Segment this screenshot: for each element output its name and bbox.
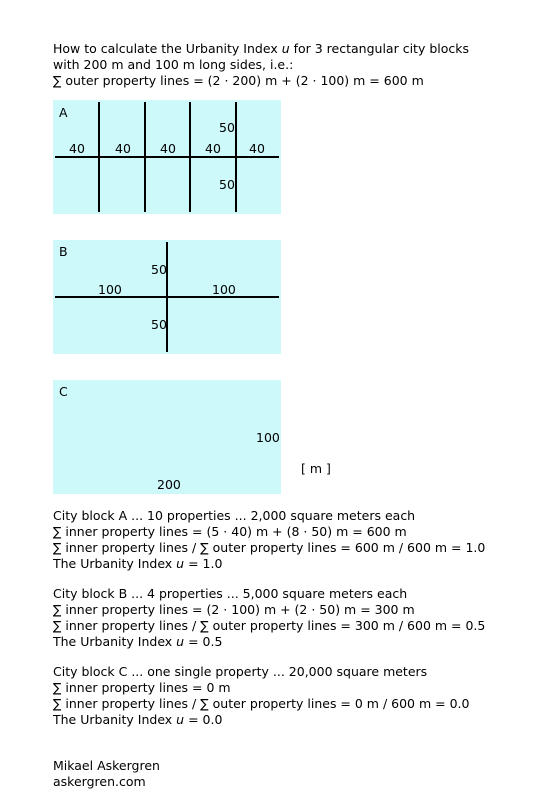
variable-u: u bbox=[176, 556, 185, 571]
city-block-a bbox=[53, 100, 281, 214]
result-c-index-text: The Urbanity Index bbox=[53, 712, 177, 727]
block-a-segment-3: 40 bbox=[160, 141, 176, 156]
result-b-index-value: = 0.5 bbox=[184, 634, 223, 649]
city-block-b bbox=[53, 240, 281, 354]
intro-line-3: ∑ outer property lines = (2 · 200) m + (2 · 100) m = 600 m bbox=[53, 73, 424, 88]
result-b-line-3: ∑ inner property lines / ∑ outer property lines = 300 m / 600 m = 0.5 bbox=[53, 618, 486, 633]
block-a-vertical-line-1 bbox=[98, 102, 100, 212]
result-b-line-2: ∑ inner property lines = (2 · 100) m + (2 · 50) m = 300 m bbox=[53, 602, 415, 617]
result-b-index-text: The Urbanity Index bbox=[53, 634, 177, 649]
block-c-width: 200 bbox=[157, 477, 181, 492]
result-a-line-4 bbox=[53, 556, 222, 572]
result-a-index-value: = 1.0 bbox=[184, 556, 223, 571]
variable-u: u bbox=[281, 41, 290, 56]
unit-label: [ m ] bbox=[301, 461, 331, 476]
city-block-c bbox=[53, 380, 281, 494]
result-c-line-3: ∑ inner property lines / ∑ outer property lines = 0 m / 600 m = 0.0 bbox=[53, 696, 470, 711]
block-c-label: C bbox=[59, 384, 68, 399]
result-c-line-4 bbox=[53, 712, 222, 728]
block-a-upper-half: 50 bbox=[219, 120, 235, 135]
block-a-vertical-line-3 bbox=[189, 102, 191, 212]
result-a-index-text: The Urbanity Index bbox=[53, 556, 177, 571]
result-c-index-value: = 0.0 bbox=[184, 712, 223, 727]
block-a-segment-1: 40 bbox=[69, 141, 85, 156]
block-b-upper-length: 50 bbox=[151, 262, 167, 277]
block-a-segment-2: 40 bbox=[115, 141, 131, 156]
intro-line-2: with 200 m and 100 m long sides, i.e.: bbox=[53, 57, 294, 72]
block-a-segment-4: 40 bbox=[205, 141, 221, 156]
result-a-line-2: ∑ inner property lines = (5 · 40) m + (8 · 50) m = 600 m bbox=[53, 524, 407, 539]
block-a-horizontal-line bbox=[55, 156, 279, 158]
block-a-lower-half: 50 bbox=[219, 177, 235, 192]
block-b-vertical-line bbox=[166, 242, 168, 352]
block-b-right-length: 100 bbox=[212, 282, 236, 297]
block-b-left-length: 100 bbox=[98, 282, 122, 297]
result-a-line-1: City block A ... 10 properties ... 2,000 square meters each bbox=[53, 508, 416, 523]
block-a-segment-5: 40 bbox=[249, 141, 265, 156]
author-website: askergren.com bbox=[53, 774, 146, 789]
result-c-line-1: City block C ... one single property ... 20,000 square meters bbox=[53, 664, 428, 679]
variable-u: u bbox=[176, 634, 185, 649]
author-name: Mikael Askergren bbox=[53, 758, 160, 773]
block-a-vertical-line-4 bbox=[235, 102, 237, 212]
intro-text-end: for 3 rectangular city blocks bbox=[289, 41, 469, 56]
block-a-label: A bbox=[59, 105, 68, 120]
result-a-line-3: ∑ inner property lines / ∑ outer property lines = 600 m / 600 m = 1.0 bbox=[53, 540, 486, 555]
block-a-vertical-line-2 bbox=[144, 102, 146, 212]
variable-u: u bbox=[176, 712, 185, 727]
block-b-label: B bbox=[59, 244, 68, 259]
intro-line-1 bbox=[53, 41, 469, 57]
result-b-line-4 bbox=[53, 634, 222, 650]
block-c-height: 100 bbox=[256, 430, 280, 445]
result-c-line-2: ∑ inner property lines = 0 m bbox=[53, 680, 231, 695]
block-b-lower-length: 50 bbox=[151, 317, 167, 332]
intro-text: How to calculate the Urbanity Index bbox=[53, 41, 282, 56]
result-b-line-1: City block B ... 4 properties ... 5,000 square meters each bbox=[53, 586, 408, 601]
